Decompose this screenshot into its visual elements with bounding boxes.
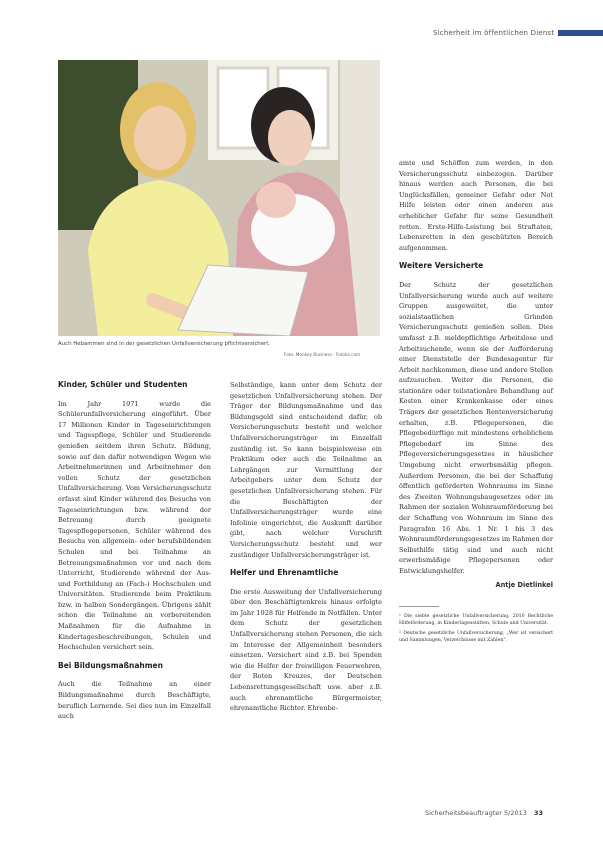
paragraph-ehrenbeamte: amte und Schöffen zum werden, in den Versicherungsschutz einbezogen. Darüber hinaus werden auch Personen, die bei Unglücksfällen, gemeiner Gefahr oder Not Hilfe leisten oder einen anderen aus erheblicher Gefahr für seine Gesundheit retten. Erste-Hilfe-Leistung bei Straftaten, Lebensretten in den geschützten Bereich aufgenommen. [399, 159, 553, 252]
section-header [433, 28, 603, 38]
issue-label: Sicherheitsbeauftragter 5/2013 [424, 809, 527, 817]
heading-helfer-ehrenamtliche: Helfer und Ehrenamtliche [230, 568, 339, 578]
photo-caption: Auch Hebammen sind in der gesetzlichen Unfallversicherung pflichtversichert. [58, 341, 271, 347]
section-title: Sicherheit im öffentlichen Dienst [433, 29, 555, 37]
section-color-bar [558, 30, 603, 36]
footnotes [399, 613, 553, 644]
heading-bildungsmassnahmen: Bei Bildungsmaßnahmen [58, 660, 163, 670]
paragraph-helfer: Die erste Ausweitung der Unfallversicherung über den Beschäftigtenkreis hinaus erfolgte im Jahr 1928 für Helfende in Notfällen. Unter dem Schutz der gesetzlichen Unfallversicherung stehen Personen, die sich im Interesse der Allgemeinheit besonders einsetzen. Versichert sind z.B. bei Spenden wie die Helfer der freiwilligen Feuerwehren, der Roten Kreuzes, der Deutschen Lebensrettungsgesellschaft usw. aber z.B. auch ehrenamtliche Bürgermeister, ehrenamtliche Richter. Ehrenbe- [230, 587, 382, 713]
heading-weitere-versicherte: Weitere Versicherte [399, 261, 484, 271]
paragraph-kinder: Im Jahr 1971 wurde die Schülerunfallversicherung eingeführt. Über 17 Millionen Kinder in Tageseinrichtungen und Tagespflege, Schüler und Studierende genießen seitdem ihren Schutz. Bildung, sowie auf den dafür notwendigen Wegen wie Arbeitnehmerinnen und Arbeitnehmer den vollen Schutz der gesetzlichen Unfallversicherung. Vom Versicherungsschutz erfasst sind Kinder während des Besuchs von Tageseinrichtungen bzw. während der Betreuung durch geeignete Tagespflegepersonen, Schüler während des Besuchs von allgemein- oder berufsbildenden Schulen und bei Teilnahme an Betreuungsmaßnahmen vor und nach dem Unterricht, Studierende während der Aus- und Fortbildung an (Fach-) Hochschulen und Universitäten. Studierende beim Praktikum bzw. in halben Sondergängen. Übrigens zählt schon die Teilnahme an vorbereitenden Maßnahmen für die Aufnahme in Kindertagesbeschreibungen, Schulen und Hochschulen versichert sein. [58, 399, 211, 652]
article-photo [58, 60, 380, 336]
footnote-2: ² Deutsche gesetzliche Unfallversicherung, „Wer ist versichert und Sammlungen, Verzeichnisse mit Zahlen“. [399, 630, 553, 643]
page-number: 33 [533, 809, 543, 817]
page-footer [425, 809, 543, 817]
footnote-1: ¹ Die siebte gesetzliche Unfallversicherung, 2010 Rechtliche Hilfeförderung, in Kindertagesstätten, Schule und Universität. [399, 614, 553, 627]
photo-credit: Foto: Monkey Business - Fotolia.com [284, 352, 361, 357]
heading-kinder-schueler: Kinder, Schüler und Studenten [58, 380, 188, 389]
column-1 [58, 380, 211, 722]
footnote-divider [399, 606, 439, 607]
column-3 [399, 158, 553, 646]
paragraph-bildung: Auch die Teilnahme an einer Bildungsmaßnahme durch Beschäftigte, beruflich Lernende. Sei dies nun im Einzelfall auch [58, 680, 211, 721]
author-name: Antje Dietlinkel [495, 580, 553, 589]
paragraph-weitere: Der Schutz der gesetzlichen Unfallversicherung wurde auch auf weitere Gruppen ausgeweitet, die unter sozialstaatlichen Gründen Versicherungsschutz genießen sollen. Dies umfasst z.B. meldepflichtige Arbeitslose und Arbeitsuchende, wenn sie der Aufforderung einer Dienststelle der Bundesagentur für Arbeit nachkommen, diese und andere Stellen aufzusuchen. Weiter die Personen, die stationäre oder teilstationäre Behandlung auf Kosten einer Krankenkasse oder eines Trägers der gesetzlichen Rentenversicherung erhalten, z.B. Pflegepersonen, die Pflegebedürftige mit mindestens erheblichem Pflegebedarf im Sinne des Pflegeversicherungsgesetzes in häuslicher Umgebung nicht erwerbsmäßig pflegen. Außerdem Personen, die bei der Schaffung öffentlich geförderten Wohnraums im Sinne des Zweiten Wohnungsbaugesetzes oder im Rahmen der sozialen Wohnraumförderung bei der Schaffung von Wohnraum im Sinne des Paragrafen 16 Abs. 1 Nr. 1 bis 3 des Wohnraumförderungsgesetzes im Rahmen der Selbsthilfe tätig sind und auch nicht erwerbsmäßige Pflegepersonen oder Entwicklungshelfer. [399, 280, 553, 575]
paragraph-selbstaendige: Selbständige, kann unter dem Schutz der gesetzlichen Unfallversicherung stehen. Der Träger der Bildungsmaßnahme und das Bildungsgeld sind entscheidend dafür, ob Versicherungsschutz besteht und welcher Unfallversicherungsträger im Einzelfall zuständig ist. So kann beispielsweise ein Praktikum oder auch die Teilnahme an Lehrgängen zur Vermittlung der Arbeitgebers unter dem Schutz der gesetzlichen Unfallversicherung stehen. Für die Beschäftigten der Unfallversicherungsträger wurde eine Infolinie eingerichtet, die Auskunft darüber gibt, nach welcher Vorschrift Versicherungsschutz besteht und wer zuständiger Unfallversicherungsträger ist. [230, 381, 382, 559]
column-2 [230, 380, 382, 714]
photo-midwife-mother-baby [58, 60, 380, 336]
